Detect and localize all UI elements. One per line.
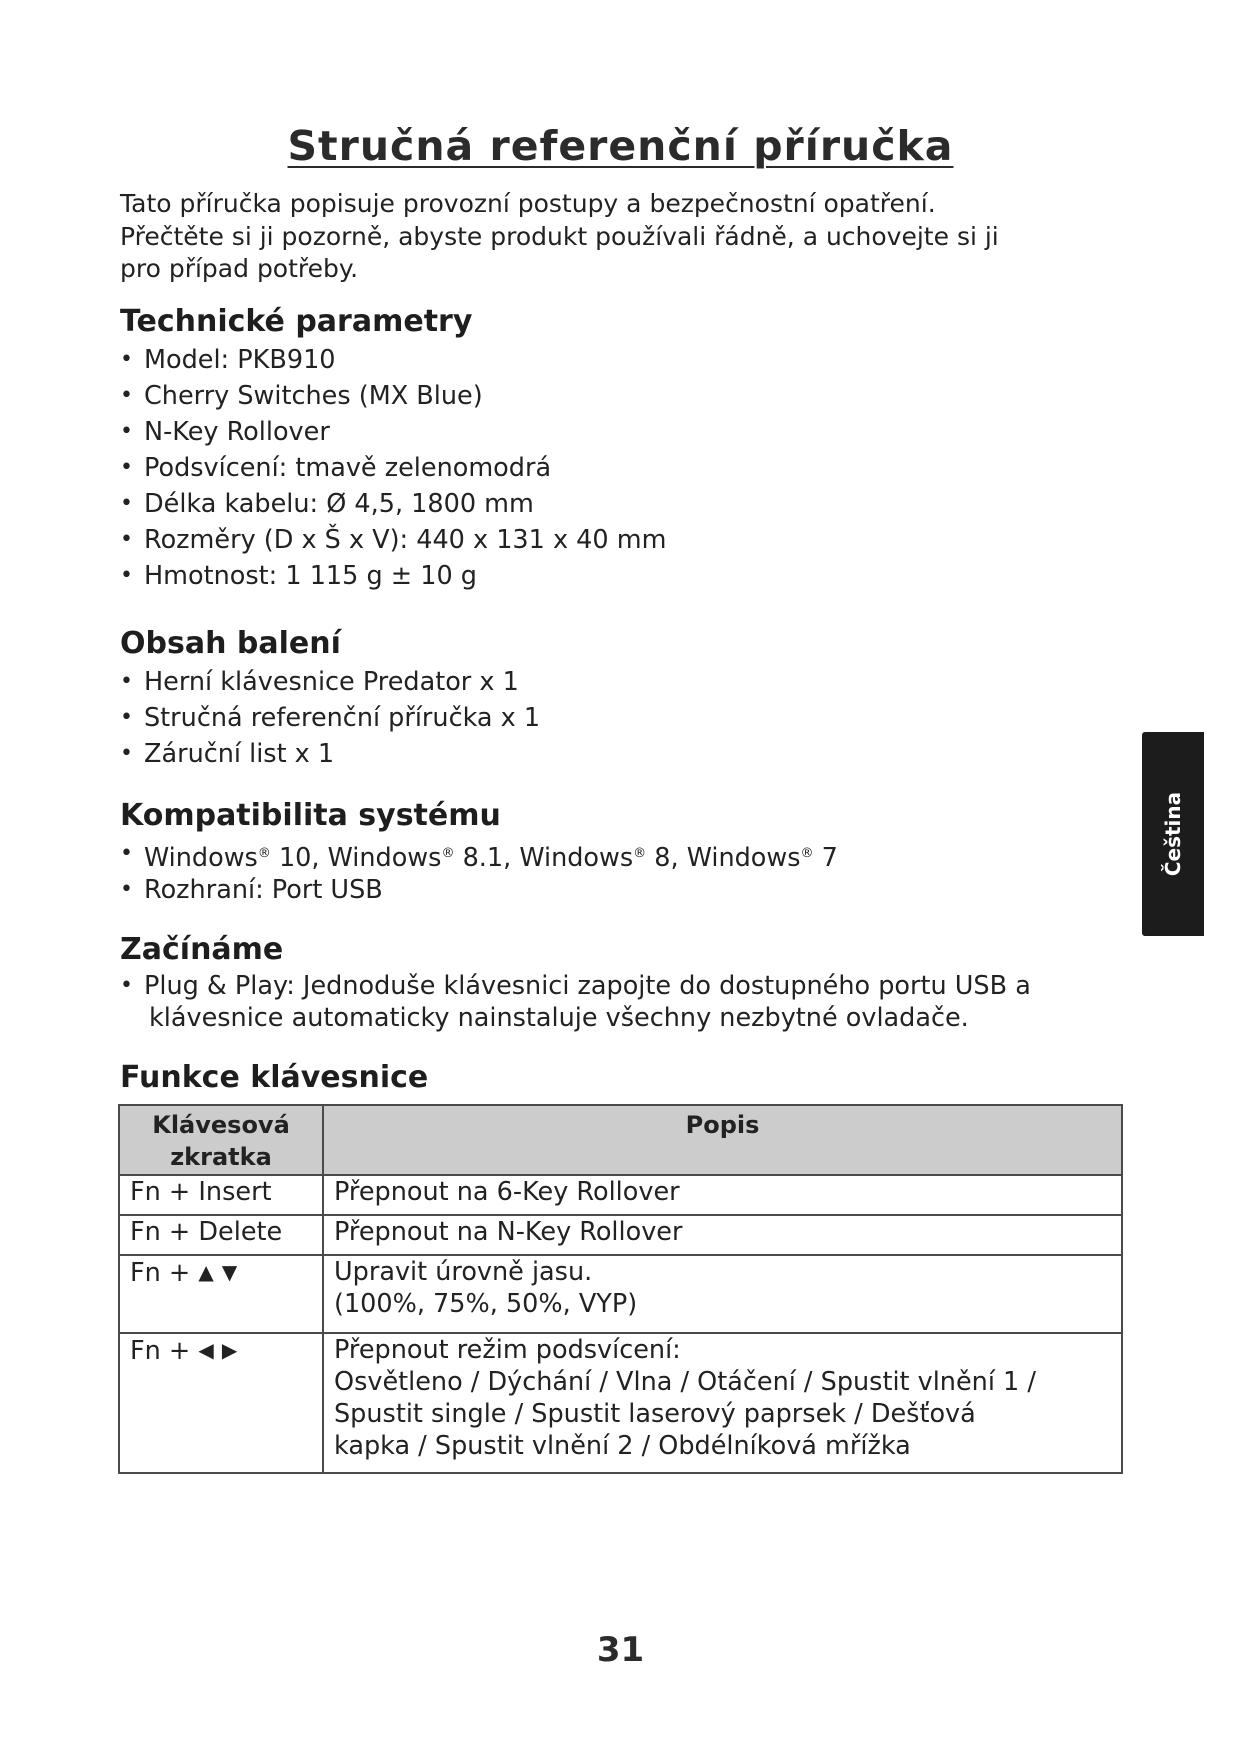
- list-item: • N-Key Rollover: [120, 414, 1120, 450]
- compat-heading: Kompatibilita systému: [120, 798, 501, 833]
- intro-line: pro případ potřeby.: [120, 254, 359, 283]
- list-item-os: • Windows® 10, Windows® 8.1, Windows® 8, Windows® 7: [120, 836, 1120, 872]
- arrow-up-icon: ▲: [198, 1260, 214, 1284]
- table-row: [119, 1333, 1122, 1473]
- registered-mark: ®: [633, 846, 647, 861]
- package-list: [120, 664, 1120, 772]
- header-description: Popis: [323, 1105, 1122, 1175]
- package-section: [120, 624, 1120, 772]
- desc-cell: Přepnout režim podsvícení: Osvětleno / Dýchání / Vlna / Otáčení / Spustit vlnění 1 / Spustit single / Spustit laserový paprsek / Dešťová kapka / Spustit vlnění 2 / Obdélníková mřížka: [323, 1333, 1122, 1473]
- intro-line: Přečtěte si ji pozorně, abyste produkt používali řádně, a uchovejte si ji: [120, 221, 999, 251]
- tech-section: [120, 302, 1120, 594]
- page-number: 31: [596, 1630, 645, 1670]
- list-item: • Hmotnost: 1 115 g ± 10 g: [120, 558, 1120, 594]
- intro-paragraph: [120, 188, 1120, 286]
- arrow-right-icon: ▶: [221, 1338, 238, 1362]
- registered-mark: ®: [257, 846, 271, 861]
- list-item: • Záruční list x 1: [120, 736, 1120, 772]
- language-tab: [1142, 732, 1204, 936]
- key-cell: Fn + ▲ ▼: [119, 1255, 323, 1333]
- list-item: • Rozhraní: Port USB: [120, 872, 1120, 908]
- key-functions-table: [118, 1104, 1123, 1474]
- functions-heading: Funkce klávesnice: [120, 1060, 429, 1095]
- list-item: • Rozměry (D x Š x V): 440 x 131 x 40 mm: [120, 522, 1120, 558]
- list-item: • Podsvícení: tmavě zelenomodrá: [120, 450, 1120, 486]
- package-heading: Obsah balení: [120, 626, 341, 661]
- start-heading: Začínáme: [120, 932, 284, 967]
- registered-mark: ®: [441, 846, 455, 861]
- table-row: [119, 1255, 1122, 1333]
- compat-list: [120, 836, 1120, 908]
- desc-cell: Přepnout na 6-Key Rollover: [323, 1175, 1122, 1215]
- list-item: • Plug & Play: Jednoduše klávesnici zapojte do dostupného portu USB a klávesnice automaticky nainstaluje všechny nezbytné ovladače.: [120, 970, 1120, 1034]
- key-cell: Fn + Delete: [119, 1215, 323, 1255]
- tech-list: [120, 342, 1120, 594]
- header-shortcut: Klávesová zkratka: [119, 1105, 323, 1175]
- desc-cell: Přepnout na N-Key Rollover: [323, 1215, 1122, 1255]
- language-label: Čeština: [1161, 791, 1185, 877]
- tech-heading: Technické parametry: [120, 304, 473, 339]
- compat-section: [120, 796, 1120, 908]
- list-item: • Délka kabelu: Ø 4,5, 1800 mm: [120, 486, 1120, 522]
- functions-section: [120, 1058, 1120, 1098]
- list-item: • Stručná referenční příručka x 1: [120, 700, 1120, 736]
- arrow-down-icon: ▼: [221, 1260, 238, 1284]
- key-cell: Fn + ◀ ▶: [119, 1333, 323, 1473]
- list-item: • Model: PKB910: [120, 342, 1120, 378]
- table-header-row: [119, 1105, 1122, 1175]
- arrow-left-icon: ◀: [198, 1338, 214, 1362]
- start-list: [120, 970, 1120, 1034]
- key-cell: Fn + Insert: [119, 1175, 323, 1215]
- page-title: Stručná referenční příručka: [287, 122, 954, 170]
- table-row: [119, 1175, 1122, 1215]
- desc-cell: Upravit úrovně jasu. (100%, 75%, 50%, VYP): [323, 1255, 1122, 1333]
- registered-mark: ®: [800, 846, 814, 861]
- start-section: [120, 930, 1120, 1034]
- intro-line: Tato příručka popisuje provozní postupy a bezpečnostní opatření.: [120, 189, 936, 218]
- list-item: • Cherry Switches (MX Blue): [120, 378, 1120, 414]
- table-row: [119, 1215, 1122, 1255]
- list-item: • Herní klávesnice Predator x 1: [120, 664, 1120, 700]
